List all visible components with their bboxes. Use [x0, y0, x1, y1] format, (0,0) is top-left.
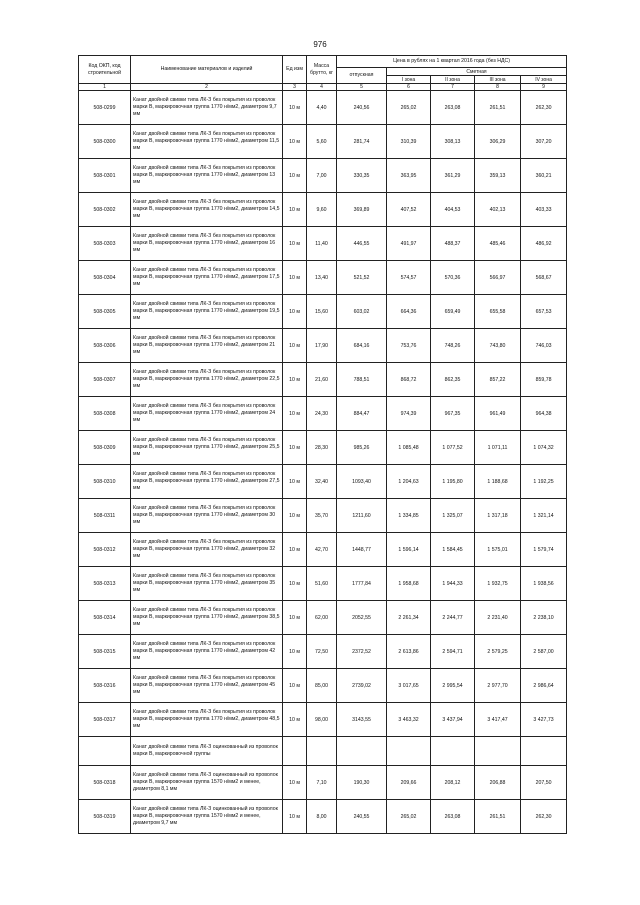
zone-3-price-cell: 485,46 [475, 227, 521, 261]
zone-3-price-cell: 2 231,40 [475, 601, 521, 635]
header-estimate: Сметная [387, 68, 567, 76]
header-release: отпускная [337, 68, 387, 84]
table-row [79, 567, 567, 601]
release-price-cell: 1093,40 [337, 465, 387, 499]
code-cell: 508-0312 [79, 533, 131, 567]
code-cell: 508-0318 [79, 766, 131, 800]
code-cell [79, 737, 131, 766]
mass-cell: 11,40 [307, 227, 337, 261]
mass-cell: 7,10 [307, 766, 337, 800]
column-number: 2 [131, 84, 283, 91]
table-row [79, 125, 567, 159]
unit-cell: 10 м [283, 800, 307, 834]
header-zone-3: III зона [475, 76, 521, 84]
column-number: 1 [79, 84, 131, 91]
zone-1-price-cell: 2 613,86 [387, 635, 431, 669]
unit-cell: 10 м [283, 635, 307, 669]
zone-4-price-cell: 1 579,74 [521, 533, 567, 567]
mass-cell: 35,70 [307, 499, 337, 533]
zone-2-price-cell: 361,29 [431, 159, 475, 193]
unit-cell: 10 м [283, 766, 307, 800]
unit-cell: 10 м [283, 295, 307, 329]
zone-1-price-cell: 868,72 [387, 363, 431, 397]
zone-2-price-cell: 967,35 [431, 397, 475, 431]
name-cell: Канат двойной свивки типа ЛК-З без покрытия из проволок марки В, маркировочная группа 1770 н/мм2, диаметром 48,5 мм [131, 703, 283, 737]
column-number: 5 [337, 84, 387, 91]
header-zone-2: II зона [431, 76, 475, 84]
zone-4-price-cell: 568,67 [521, 261, 567, 295]
release-price-cell: 1448,77 [337, 533, 387, 567]
zone-2-price-cell: 308,13 [431, 125, 475, 159]
release-price-cell: 788,51 [337, 363, 387, 397]
zone-3-price-cell [475, 737, 521, 766]
mass-cell: 8,00 [307, 800, 337, 834]
header-zone-1: I зона [387, 76, 431, 84]
table-row [79, 499, 567, 533]
mass-cell [307, 737, 337, 766]
table-body [79, 91, 567, 834]
zone-2-price-cell: 263,08 [431, 800, 475, 834]
zone-2-price-cell: 3 437,94 [431, 703, 475, 737]
release-price-cell: 3143,55 [337, 703, 387, 737]
zone-3-price-cell: 1 317,18 [475, 499, 521, 533]
zone-1-price-cell: 753,76 [387, 329, 431, 363]
zone-3-price-cell: 1 575,01 [475, 533, 521, 567]
mass-cell: 32,40 [307, 465, 337, 499]
release-price-cell: 190,30 [337, 766, 387, 800]
mass-cell: 7,00 [307, 159, 337, 193]
name-cell: Канат двойной свивки типа ЛК-З без покрытия из проволок марки В, маркировочная группа 1770 н/мм2, диаметром 9,7 мм [131, 91, 283, 125]
zone-2-price-cell: 1 944,33 [431, 567, 475, 601]
zone-1-price-cell: 974,39 [387, 397, 431, 431]
unit-cell: 10 м [283, 329, 307, 363]
zone-3-price-cell: 2 579,25 [475, 635, 521, 669]
table-row [79, 227, 567, 261]
header-zone-4: IV зона [521, 76, 567, 84]
code-cell: 508-0316 [79, 669, 131, 703]
zone-4-price-cell: 207,50 [521, 766, 567, 800]
code-cell: 508-0313 [79, 567, 131, 601]
code-cell: 508-0303 [79, 227, 131, 261]
zone-4-price-cell: 2 986,64 [521, 669, 567, 703]
zone-4-price-cell: 403,33 [521, 193, 567, 227]
zone-1-price-cell: 407,52 [387, 193, 431, 227]
zone-2-price-cell [431, 737, 475, 766]
zone-3-price-cell: 1 071,11 [475, 431, 521, 465]
zone-4-price-cell: 746,03 [521, 329, 567, 363]
price-table [78, 55, 567, 834]
table-row [79, 465, 567, 499]
mass-cell: 98,00 [307, 703, 337, 737]
zone-4-price-cell: 262,30 [521, 91, 567, 125]
name-cell: Канат двойной свивки типа ЛК-З без покрытия из проволок марки В, маркировочная группа 1770 н/мм2, диаметром 22,5 мм [131, 363, 283, 397]
mass-cell: 9,60 [307, 193, 337, 227]
code-cell: 508-0311 [79, 499, 131, 533]
zone-2-price-cell: 1 325,07 [431, 499, 475, 533]
zone-4-price-cell: 657,53 [521, 295, 567, 329]
release-price-cell: 240,55 [337, 800, 387, 834]
table-row [79, 431, 567, 465]
zone-3-price-cell: 1 932,75 [475, 567, 521, 601]
unit-cell: 10 м [283, 567, 307, 601]
table-row [79, 295, 567, 329]
unit-cell: 10 м [283, 397, 307, 431]
release-price-cell: 521,52 [337, 261, 387, 295]
name-cell: Канат двойной свивки типа ЛК-З без покрытия из проволок марки В, маркировочная группа 1770 н/мм2, диаметром 27,5 мм [131, 465, 283, 499]
release-price-cell: 684,16 [337, 329, 387, 363]
table-row [79, 261, 567, 295]
group-header-row [79, 737, 567, 766]
code-cell: 508-0306 [79, 329, 131, 363]
code-cell: 508-0319 [79, 800, 131, 834]
table-row [79, 329, 567, 363]
zone-3-price-cell: 566,97 [475, 261, 521, 295]
zone-3-price-cell: 261,51 [475, 91, 521, 125]
table-row [79, 193, 567, 227]
code-cell: 508-0302 [79, 193, 131, 227]
name-cell: Канат двойной свивки типа ЛК-З без покрытия из проволок марки В, маркировочная группа 1770 н/мм2, диаметром 14,5 мм [131, 193, 283, 227]
unit-cell: 10 м [283, 125, 307, 159]
unit-cell: 10 м [283, 499, 307, 533]
zone-4-price-cell: 3 427,73 [521, 703, 567, 737]
unit-cell: 10 м [283, 363, 307, 397]
table-row [79, 766, 567, 800]
zone-4-price-cell: 964,38 [521, 397, 567, 431]
mass-cell: 72,50 [307, 635, 337, 669]
code-cell: 508-0304 [79, 261, 131, 295]
zone-3-price-cell: 3 417,47 [475, 703, 521, 737]
mass-cell: 85,00 [307, 669, 337, 703]
release-price-cell: 603,02 [337, 295, 387, 329]
unit-cell: 10 м [283, 601, 307, 635]
zone-2-price-cell: 2 995,54 [431, 669, 475, 703]
zone-2-price-cell: 659,49 [431, 295, 475, 329]
unit-cell: 10 м [283, 431, 307, 465]
zone-3-price-cell: 206,88 [475, 766, 521, 800]
zone-2-price-cell: 1 077,52 [431, 431, 475, 465]
zone-4-price-cell: 262,30 [521, 800, 567, 834]
column-numbers-row [79, 84, 567, 91]
code-cell: 508-0309 [79, 431, 131, 465]
unit-cell: 10 м [283, 669, 307, 703]
name-cell: Канат двойной свивки типа ЛК-З без покрытия из проволок марки В, маркировочная группа 1770 н/мм2, диаметром 30 мм [131, 499, 283, 533]
table-row [79, 159, 567, 193]
zone-4-price-cell: 2 238,10 [521, 601, 567, 635]
zone-1-price-cell: 1 958,68 [387, 567, 431, 601]
name-cell: Канат двойной свивки типа ЛК-З без покрытия из проволок марки В, маркировочная группа 1770 н/мм2, диаметром 42 мм [131, 635, 283, 669]
zone-4-price-cell: 486,92 [521, 227, 567, 261]
zone-2-price-cell: 862,35 [431, 363, 475, 397]
zone-1-price-cell: 1 085,48 [387, 431, 431, 465]
table-row [79, 669, 567, 703]
zone-1-price-cell: 265,02 [387, 91, 431, 125]
zone-4-price-cell: 360,21 [521, 159, 567, 193]
release-price-cell: 2372,52 [337, 635, 387, 669]
release-price-cell: 1211,60 [337, 499, 387, 533]
zone-2-price-cell: 1 584,45 [431, 533, 475, 567]
column-number: 4 [307, 84, 337, 91]
release-price-cell: 281,74 [337, 125, 387, 159]
zone-4-price-cell: 1 938,56 [521, 567, 567, 601]
release-price-cell: 1777,84 [337, 567, 387, 601]
code-cell: 508-0314 [79, 601, 131, 635]
zone-4-price-cell [521, 737, 567, 766]
name-cell: Канат двойной свивки типа ЛК-З без покрытия из проволок марки В, маркировочная группа 1770 н/мм2, диаметром 17,5 мм [131, 261, 283, 295]
zone-4-price-cell: 859,78 [521, 363, 567, 397]
zone-3-price-cell: 857,22 [475, 363, 521, 397]
name-cell: Канат двойной свивки типа ЛК-З без покрытия из проволок марки В, маркировочная группа 1770 н/мм2, диаметром 32 мм [131, 533, 283, 567]
mass-cell: 13,40 [307, 261, 337, 295]
mass-cell: 24,30 [307, 397, 337, 431]
table-row [79, 800, 567, 834]
name-cell: Канат двойной свивки типа ЛК-З оцинкованный из проволок марки В, маркировочной группы [131, 737, 283, 766]
zone-1-price-cell: 209,66 [387, 766, 431, 800]
unit-cell: 10 м [283, 465, 307, 499]
unit-cell: 10 м [283, 227, 307, 261]
zone-1-price-cell: 491,97 [387, 227, 431, 261]
zone-3-price-cell: 961,49 [475, 397, 521, 431]
mass-cell: 21,60 [307, 363, 337, 397]
code-cell: 508-0317 [79, 703, 131, 737]
table-row [79, 703, 567, 737]
table-row [79, 363, 567, 397]
zone-1-price-cell: 265,02 [387, 800, 431, 834]
release-price-cell [337, 737, 387, 766]
zone-2-price-cell: 488,37 [431, 227, 475, 261]
zone-2-price-cell: 570,36 [431, 261, 475, 295]
zone-1-price-cell: 1 204,63 [387, 465, 431, 499]
mass-cell: 28,30 [307, 431, 337, 465]
zone-1-price-cell: 3 463,32 [387, 703, 431, 737]
zone-1-price-cell: 310,39 [387, 125, 431, 159]
zone-2-price-cell: 208,12 [431, 766, 475, 800]
header-unit: Ед изм [283, 56, 307, 84]
zone-3-price-cell: 306,29 [475, 125, 521, 159]
name-cell: Канат двойной свивки типа ЛК-З без покрытия из проволок марки В, маркировочная группа 1770 н/мм2, диаметром 38,5 мм [131, 601, 283, 635]
name-cell: Канат двойной свивки типа ЛК-З оцинкованный из проволок марки В, маркировочная группа 1570 н/мм2 и менее, диаметром 9,7 мм [131, 800, 283, 834]
zone-3-price-cell: 655,58 [475, 295, 521, 329]
code-cell: 508-0301 [79, 159, 131, 193]
unit-cell: 10 м [283, 193, 307, 227]
unit-cell: 10 м [283, 91, 307, 125]
release-price-cell: 985,26 [337, 431, 387, 465]
header-name: Наименование материалов и изделий [131, 56, 283, 84]
name-cell: Канат двойной свивки типа ЛК-З без покрытия из проволок марки В, маркировочная группа 1770 н/мм2, диаметром 16 мм [131, 227, 283, 261]
name-cell: Канат двойной свивки типа ЛК-З без покрытия из проволок марки В, маркировочная группа 1770 н/мм2, диаметром 24 мм [131, 397, 283, 431]
zone-2-price-cell: 1 195,80 [431, 465, 475, 499]
name-cell: Канат двойной свивки типа ЛК-З без покрытия из проволок марки В, маркировочная группа 1770 н/мм2, диаметром 13 мм [131, 159, 283, 193]
release-price-cell: 884,47 [337, 397, 387, 431]
release-price-cell: 2739,02 [337, 669, 387, 703]
name-cell: Канат двойной свивки типа ЛК-З без покрытия из проволок марки В, маркировочная группа 1770 н/мм2, диаметром 11,5 мм [131, 125, 283, 159]
table-row [79, 397, 567, 431]
header-mass: Масса брутто, кг [307, 56, 337, 84]
mass-cell: 62,00 [307, 601, 337, 635]
code-cell: 508-0315 [79, 635, 131, 669]
release-price-cell: 369,89 [337, 193, 387, 227]
table-row [79, 635, 567, 669]
name-cell: Канат двойной свивки типа ЛК-З без покрытия из проволок марки В, маркировочная группа 1770 н/мм2, диаметром 35 мм [131, 567, 283, 601]
zone-3-price-cell: 743,80 [475, 329, 521, 363]
zone-4-price-cell: 1 192,25 [521, 465, 567, 499]
unit-cell [283, 737, 307, 766]
zone-4-price-cell: 307,20 [521, 125, 567, 159]
release-price-cell: 240,56 [337, 91, 387, 125]
column-number: 9 [521, 84, 567, 91]
zone-1-price-cell: 574,57 [387, 261, 431, 295]
release-price-cell: 330,35 [337, 159, 387, 193]
name-cell: Канат двойной свивки типа ЛК-З оцинкованный из проволок марки В, маркировочная группа 1570 н/мм2 и менее, диаметром 8,1 мм [131, 766, 283, 800]
release-price-cell: 2052,55 [337, 601, 387, 635]
mass-cell: 4,40 [307, 91, 337, 125]
name-cell: Канат двойной свивки типа ЛК-З без покрытия из проволок марки В, маркировочная группа 1770 н/мм2, диаметром 25,5 мм [131, 431, 283, 465]
zone-1-price-cell: 3 017,65 [387, 669, 431, 703]
name-cell: Канат двойной свивки типа ЛК-З без покрытия из проволок марки В, маркировочная группа 1770 н/мм2, диаметром 21 мм [131, 329, 283, 363]
zone-2-price-cell: 2 594,71 [431, 635, 475, 669]
zone-1-price-cell: 2 261,34 [387, 601, 431, 635]
table-row [79, 601, 567, 635]
header-price-title: Цена в рублях на 1 квартал 2016 года (без НДС) [337, 56, 567, 68]
zone-2-price-cell: 748,26 [431, 329, 475, 363]
mass-cell: 17,90 [307, 329, 337, 363]
zone-2-price-cell: 263,08 [431, 91, 475, 125]
zone-4-price-cell: 1 321,14 [521, 499, 567, 533]
column-number: 8 [475, 84, 521, 91]
mass-cell: 5,60 [307, 125, 337, 159]
table-row [79, 533, 567, 567]
zone-3-price-cell: 1 188,68 [475, 465, 521, 499]
column-number: 3 [283, 84, 307, 91]
zone-1-price-cell [387, 737, 431, 766]
zone-1-price-cell: 1 334,85 [387, 499, 431, 533]
zone-1-price-cell: 363,95 [387, 159, 431, 193]
code-cell: 508-0299 [79, 91, 131, 125]
mass-cell: 42,70 [307, 533, 337, 567]
header-code: Код ОКП, код строительной [79, 56, 131, 84]
code-cell: 508-0310 [79, 465, 131, 499]
code-cell: 508-0307 [79, 363, 131, 397]
release-price-cell: 446,55 [337, 227, 387, 261]
code-cell: 508-0308 [79, 397, 131, 431]
zone-3-price-cell: 359,13 [475, 159, 521, 193]
zone-2-price-cell: 2 244,77 [431, 601, 475, 635]
unit-cell: 10 м [283, 159, 307, 193]
zone-1-price-cell: 1 596,14 [387, 533, 431, 567]
mass-cell: 51,60 [307, 567, 337, 601]
zone-2-price-cell: 404,53 [431, 193, 475, 227]
zone-3-price-cell: 2 977,70 [475, 669, 521, 703]
column-number: 6 [387, 84, 431, 91]
table-row [79, 91, 567, 125]
name-cell: Канат двойной свивки типа ЛК-З без покрытия из проволок марки В, маркировочная группа 1770 н/мм2, диаметром 45 мм [131, 669, 283, 703]
unit-cell: 10 м [283, 533, 307, 567]
unit-cell: 10 м [283, 703, 307, 737]
zone-4-price-cell: 2 587,00 [521, 635, 567, 669]
column-number: 7 [431, 84, 475, 91]
mass-cell: 15,60 [307, 295, 337, 329]
zone-3-price-cell: 261,51 [475, 800, 521, 834]
page-number: 976 [313, 40, 327, 49]
name-cell: Канат двойной свивки типа ЛК-З без покрытия из проволок марки В, маркировочная группа 1770 н/мм2, диаметром 19,5 мм [131, 295, 283, 329]
code-cell: 508-0300 [79, 125, 131, 159]
unit-cell: 10 м [283, 261, 307, 295]
zone-1-price-cell: 664,36 [387, 295, 431, 329]
zone-3-price-cell: 402,13 [475, 193, 521, 227]
code-cell: 508-0305 [79, 295, 131, 329]
zone-4-price-cell: 1 074,32 [521, 431, 567, 465]
